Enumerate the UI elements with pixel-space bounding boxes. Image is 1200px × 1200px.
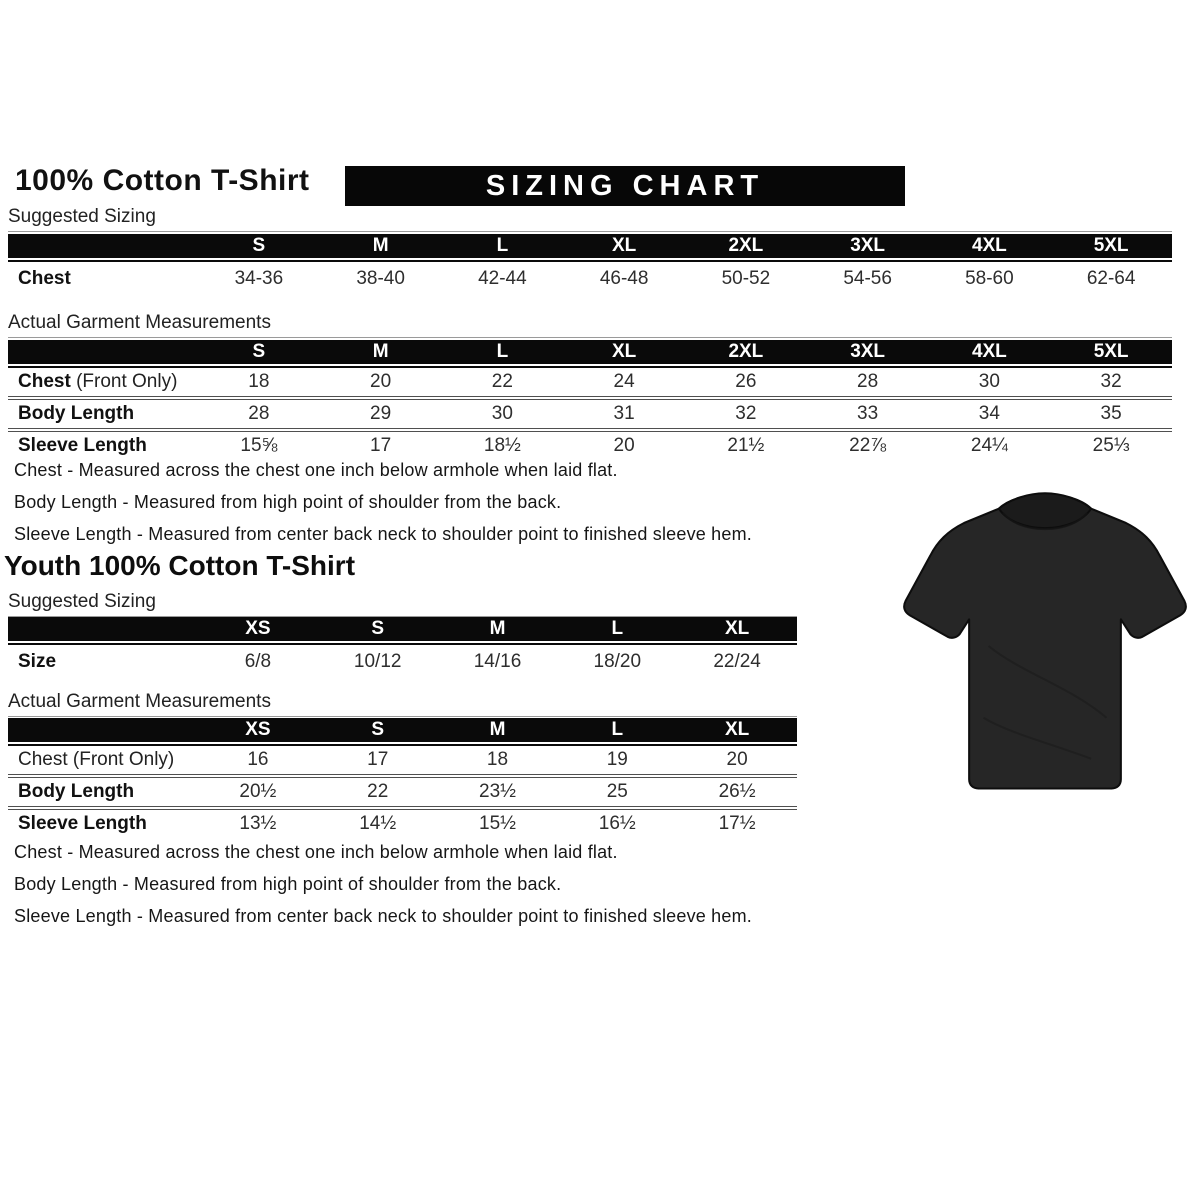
size-cell: 22/24 (713, 651, 761, 672)
adult-sleeve-length-values (198, 435, 1172, 457)
measurement-cell: 22⅞ (849, 435, 887, 456)
size-cell: 58-60 (965, 268, 1014, 289)
youth-chest-values (198, 749, 797, 771)
youth-suggested-header-row (8, 617, 797, 641)
youth-section-title: Youth 100% Cotton T-Shirt (4, 550, 356, 581)
tshirt-body (904, 494, 1186, 788)
measurement-cell: 13½ (239, 813, 277, 834)
youth-actual-measurements-label: Actual Garment Measurements (8, 691, 797, 717)
size-column-header: L (496, 235, 509, 256)
measurement-cell: 17 (370, 435, 392, 456)
measurement-cell: 25 (606, 781, 628, 802)
measurement-cell: 23½ (479, 781, 516, 802)
page-title: 100% Cotton T-Shirt (15, 164, 310, 197)
size-cell: 46-48 (599, 268, 649, 289)
size-column-header: XL (724, 618, 750, 639)
note-sleeve-length: Sleeve Length - Measured from center back neck to shoulder point to finished sleeve hem. (14, 524, 753, 544)
measurement-cell: 32 (735, 403, 757, 424)
measurement-cell: 18 (486, 749, 509, 770)
measurement-cell: 18½ (483, 435, 521, 456)
measurement-cell: 26½ (718, 781, 756, 802)
tshirt-graphic (904, 493, 1186, 788)
row-label-sleeve-length: Sleeve Length (18, 813, 147, 834)
measurement-cell: 29 (370, 403, 392, 424)
adult-body-length-values (198, 403, 1172, 425)
measurement-cell: 32 (1100, 371, 1122, 392)
size-cell: 42-44 (478, 268, 527, 289)
youth-body-length-values (198, 781, 797, 803)
size-cell: 34-36 (234, 268, 284, 289)
measurement-cell: 21½ (727, 435, 765, 456)
row-label-bold: Chest (18, 371, 71, 392)
measurement-cell: 30 (491, 403, 513, 424)
size-cell: 18/20 (593, 651, 642, 672)
size-column-header: XL (724, 719, 750, 740)
youth-size-row (8, 645, 797, 679)
size-column-header: 5XL (1093, 235, 1129, 256)
adult-suggested-sizing-label: Suggested Sizing (8, 206, 1172, 232)
row-label-body-length: Body Length (18, 403, 135, 424)
youth-suggested-sizing-table (8, 617, 797, 679)
row-label-sleeve-length: Sleeve Length (18, 435, 147, 456)
size-cell: 6/8 (244, 651, 272, 672)
row-label-size: Size (18, 651, 57, 672)
measurement-cell: 28 (248, 403, 270, 424)
row-label-body-length: Body Length (18, 781, 135, 802)
row-label-note: (Front Only) (70, 371, 178, 392)
size-column-header: M (489, 719, 506, 740)
sizing-chart-banner: SIZING CHART (345, 166, 905, 206)
youth-body-length-row (8, 778, 797, 806)
measurement-cell: 15⅝ (240, 435, 278, 456)
size-column-header: XS (245, 719, 271, 740)
measurement-cell: 20 (613, 435, 635, 456)
size-column-header: M (372, 235, 389, 256)
adult-chest-values (198, 371, 1172, 393)
measurement-cell: 16 (247, 749, 269, 770)
measurement-cell: 20 (726, 749, 748, 770)
size-column-header: L (496, 341, 509, 362)
measurement-cell: 26 (735, 371, 757, 392)
size-cell: 38-40 (356, 268, 405, 289)
size-column-header: L (611, 719, 624, 740)
size-column-header: S (252, 341, 266, 362)
adult-actual-columns (198, 341, 1172, 363)
youth-sleeve-length-values (198, 813, 797, 835)
size-column-header: 4XL (971, 341, 1007, 362)
row-label-chest-front-only (8, 371, 198, 393)
note-body-length: Body Length - Measured from high point of shoulder from the back. (14, 874, 562, 894)
size-column-header: M (372, 341, 389, 362)
measurement-cell: 34 (978, 403, 1000, 424)
youth-chest-row (8, 746, 797, 774)
youth-suggested-sizing-label: Suggested Sizing (8, 591, 797, 617)
measurement-cell: 14½ (359, 813, 397, 834)
adult-chest-suggested-row (8, 262, 1172, 296)
measurement-cell: 17 (367, 749, 389, 770)
measurement-cell: 20½ (239, 781, 277, 802)
black-tshirt-photo (896, 482, 1194, 810)
note-body-length: Body Length - Measured from high point of shoulder from the back. (14, 492, 562, 512)
measurement-cell: 15½ (479, 813, 516, 834)
size-cell: 54-56 (843, 268, 892, 289)
adult-actual-measurements-table (8, 340, 1172, 460)
size-cell: 62-64 (1086, 268, 1136, 289)
note-sleeve-length: Sleeve Length - Measured from center back neck to shoulder point to finished sleeve hem. (14, 906, 753, 926)
size-column-header: 3XL (850, 235, 886, 256)
measurement-cell: 31 (613, 403, 635, 424)
youth-suggested-columns (198, 618, 797, 640)
measurement-cell: 24 (613, 371, 635, 392)
measurement-cell: 30 (978, 371, 1000, 392)
note-chest: Chest - Measured across the chest one inch below armhole when laid flat. (14, 460, 618, 480)
youth-sleeve-length-row (8, 810, 797, 838)
size-column-header: XL (611, 341, 637, 362)
adult-measurement-notes (14, 460, 814, 556)
size-column-header: M (489, 618, 506, 639)
youth-actual-columns (198, 719, 797, 741)
size-cell: 10/12 (353, 651, 402, 672)
size-column-header: XS (245, 618, 271, 639)
adult-chest-suggested-values (198, 268, 1172, 290)
measurement-cell: 24¼ (970, 435, 1008, 456)
size-column-header: S (371, 719, 385, 740)
measurement-cell: 18 (248, 371, 270, 392)
size-column-header: S (252, 235, 266, 256)
adult-sleeve-length-row (8, 432, 1172, 460)
youth-actual-header-row (8, 718, 797, 742)
note-chest: Chest - Measured across the chest one inch below armhole when laid flat. (14, 842, 618, 862)
adult-actual-measurements-label: Actual Garment Measurements (8, 312, 1172, 338)
row-label-chest-front-only: Chest (Front Only) (18, 749, 175, 770)
measurement-cell: 22 (491, 371, 513, 392)
size-column-header: 5XL (1093, 341, 1129, 362)
measurement-cell: 19 (606, 749, 628, 770)
measurement-cell: 33 (857, 403, 879, 424)
size-column-header: 2XL (728, 235, 764, 256)
measurement-cell: 22 (367, 781, 389, 802)
measurement-cell: 20 (370, 371, 392, 392)
adult-chest-row (8, 368, 1172, 396)
adult-actual-header-row (8, 340, 1172, 364)
measurement-cell: 35 (1100, 403, 1122, 424)
size-column-header: 2XL (728, 341, 764, 362)
measurement-cell: 25⅓ (1092, 435, 1130, 456)
size-cell: 14/16 (473, 651, 522, 672)
size-column-header: XL (611, 235, 637, 256)
youth-actual-measurements-table (8, 718, 797, 838)
size-column-header: 4XL (971, 235, 1007, 256)
youth-size-values (198, 651, 797, 673)
adult-body-length-row (8, 400, 1172, 428)
size-column-header: S (371, 618, 385, 639)
adult-suggested-header-row (8, 234, 1172, 258)
youth-measurement-notes (14, 842, 814, 938)
measurement-cell: 16½ (598, 813, 636, 834)
row-label-chest: Chest (18, 268, 71, 289)
measurement-cell: 28 (857, 371, 879, 392)
adult-suggested-columns (198, 235, 1172, 257)
measurement-cell: 17½ (718, 813, 756, 834)
size-column-header: L (611, 618, 624, 639)
size-cell: 50-52 (721, 268, 771, 289)
adult-suggested-sizing-table (8, 234, 1172, 296)
size-column-header: 3XL (850, 341, 886, 362)
